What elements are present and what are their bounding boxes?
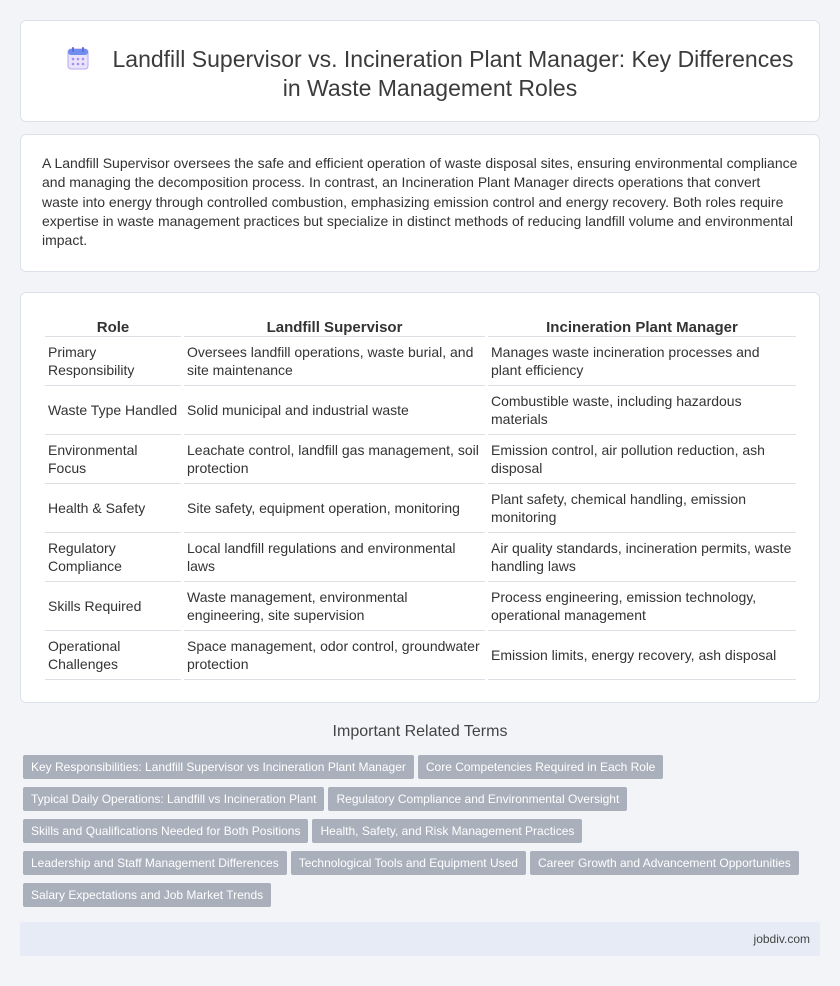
related-term-tag[interactable]: Career Growth and Advancement Opportunities xyxy=(530,851,799,875)
landfill-cell: Waste management, environmental engineering, site supervision xyxy=(184,582,485,631)
tag-row xyxy=(23,819,818,851)
incineration-cell: Combustible waste, including hazardous materials xyxy=(488,386,796,435)
table-row xyxy=(45,631,796,680)
tag-row xyxy=(23,883,818,915)
footer xyxy=(20,922,820,956)
comparison-table-card xyxy=(20,292,820,703)
page-title-wrap xyxy=(61,45,799,103)
related-term-tag[interactable]: Salary Expectations and Job Market Trends xyxy=(23,883,271,907)
landfill-cell: Solid municipal and industrial waste xyxy=(184,386,485,435)
table-row xyxy=(45,582,796,631)
header-landfill-supervisor: Landfill Supervisor xyxy=(184,313,485,337)
row-label: Waste Type Handled xyxy=(45,386,181,435)
table-row xyxy=(45,337,796,386)
row-label: Operational Challenges xyxy=(45,631,181,680)
row-label: Health & Safety xyxy=(45,484,181,533)
row-label: Primary Responsibility xyxy=(45,337,181,386)
incineration-cell: Process engineering, emission technology, operational management xyxy=(488,582,796,631)
tag-row xyxy=(23,755,818,787)
incineration-cell: Manages waste incineration processes and plant efficiency xyxy=(488,337,796,386)
footer-site-link[interactable]: jobdiv.com xyxy=(753,932,810,946)
related-term-tag[interactable]: Core Competencies Required in Each Role xyxy=(418,755,663,779)
table-row xyxy=(45,386,796,435)
comparison-table xyxy=(42,313,799,680)
related-term-tag[interactable]: Key Responsibilities: Landfill Supervisor vs Incineration Plant Manager xyxy=(23,755,414,779)
header-card xyxy=(20,20,820,122)
related-term-tag[interactable]: Leadership and Staff Management Differences xyxy=(23,851,287,875)
table-row xyxy=(45,484,796,533)
related-term-tag[interactable]: Technological Tools and Equipment Used xyxy=(291,851,526,875)
related-terms-title: Important Related Terms xyxy=(332,723,508,740)
row-label: Environmental Focus xyxy=(45,435,181,484)
tag-row xyxy=(23,787,818,819)
landfill-cell: Leachate control, landfill gas management, soil protection xyxy=(184,435,485,484)
landfill-cell: Site safety, equipment operation, monitoring xyxy=(184,484,485,533)
incineration-cell: Air quality standards, incineration permits, waste handling laws xyxy=(488,533,796,582)
related-term-tag[interactable]: Health, Safety, and Risk Management Practices xyxy=(312,819,582,843)
related-term-tag[interactable]: Skills and Qualifications Needed for Both Positions xyxy=(23,819,308,843)
header-role: Role xyxy=(45,313,181,337)
row-label: Regulatory Compliance xyxy=(45,533,181,582)
landfill-cell: Local landfill regulations and environmental laws xyxy=(184,533,485,582)
summary-card xyxy=(20,134,820,272)
incineration-cell: Emission limits, energy recovery, ash disposal xyxy=(488,631,796,680)
table-row xyxy=(45,435,796,484)
calendar-icon xyxy=(67,46,89,70)
tag-row xyxy=(23,851,818,883)
table-row xyxy=(45,533,796,582)
row-label: Skills Required xyxy=(45,582,181,631)
landfill-cell: Oversees landfill operations, waste burial, and site maintenance xyxy=(184,337,485,386)
landfill-cell: Space management, odor control, groundwater protection xyxy=(184,631,485,680)
related-term-tag[interactable]: Typical Daily Operations: Landfill vs Incineration Plant xyxy=(23,787,324,811)
page-title: Landfill Supervisor vs. Incineration Plant Manager: Key Differences in Waste Management Roles xyxy=(112,46,794,101)
related-term-tag[interactable]: Regulatory Compliance and Environmental Oversight xyxy=(328,787,627,811)
summary-text: A Landfill Supervisor oversees the safe and efficient operation of waste disposal sites, ensuring environmental compliance and managing the decomposition process. In contrast, an Incineration Plant Manager directs operations that convert waste into energy through controlled combustion, emphasizing emission control and energy recovery. Both roles require expertise in waste management practices but specialize in distinct methods of reducing landfill volume and environmental impact. xyxy=(42,155,798,249)
incineration-cell: Plant safety, chemical handling, emission monitoring xyxy=(488,484,796,533)
table-header-row xyxy=(45,313,796,337)
incineration-cell: Emission control, air pollution reduction, ash disposal xyxy=(488,435,796,484)
related-terms-list xyxy=(23,755,818,915)
header-incineration-plant-manager: Incineration Plant Manager xyxy=(488,313,796,337)
